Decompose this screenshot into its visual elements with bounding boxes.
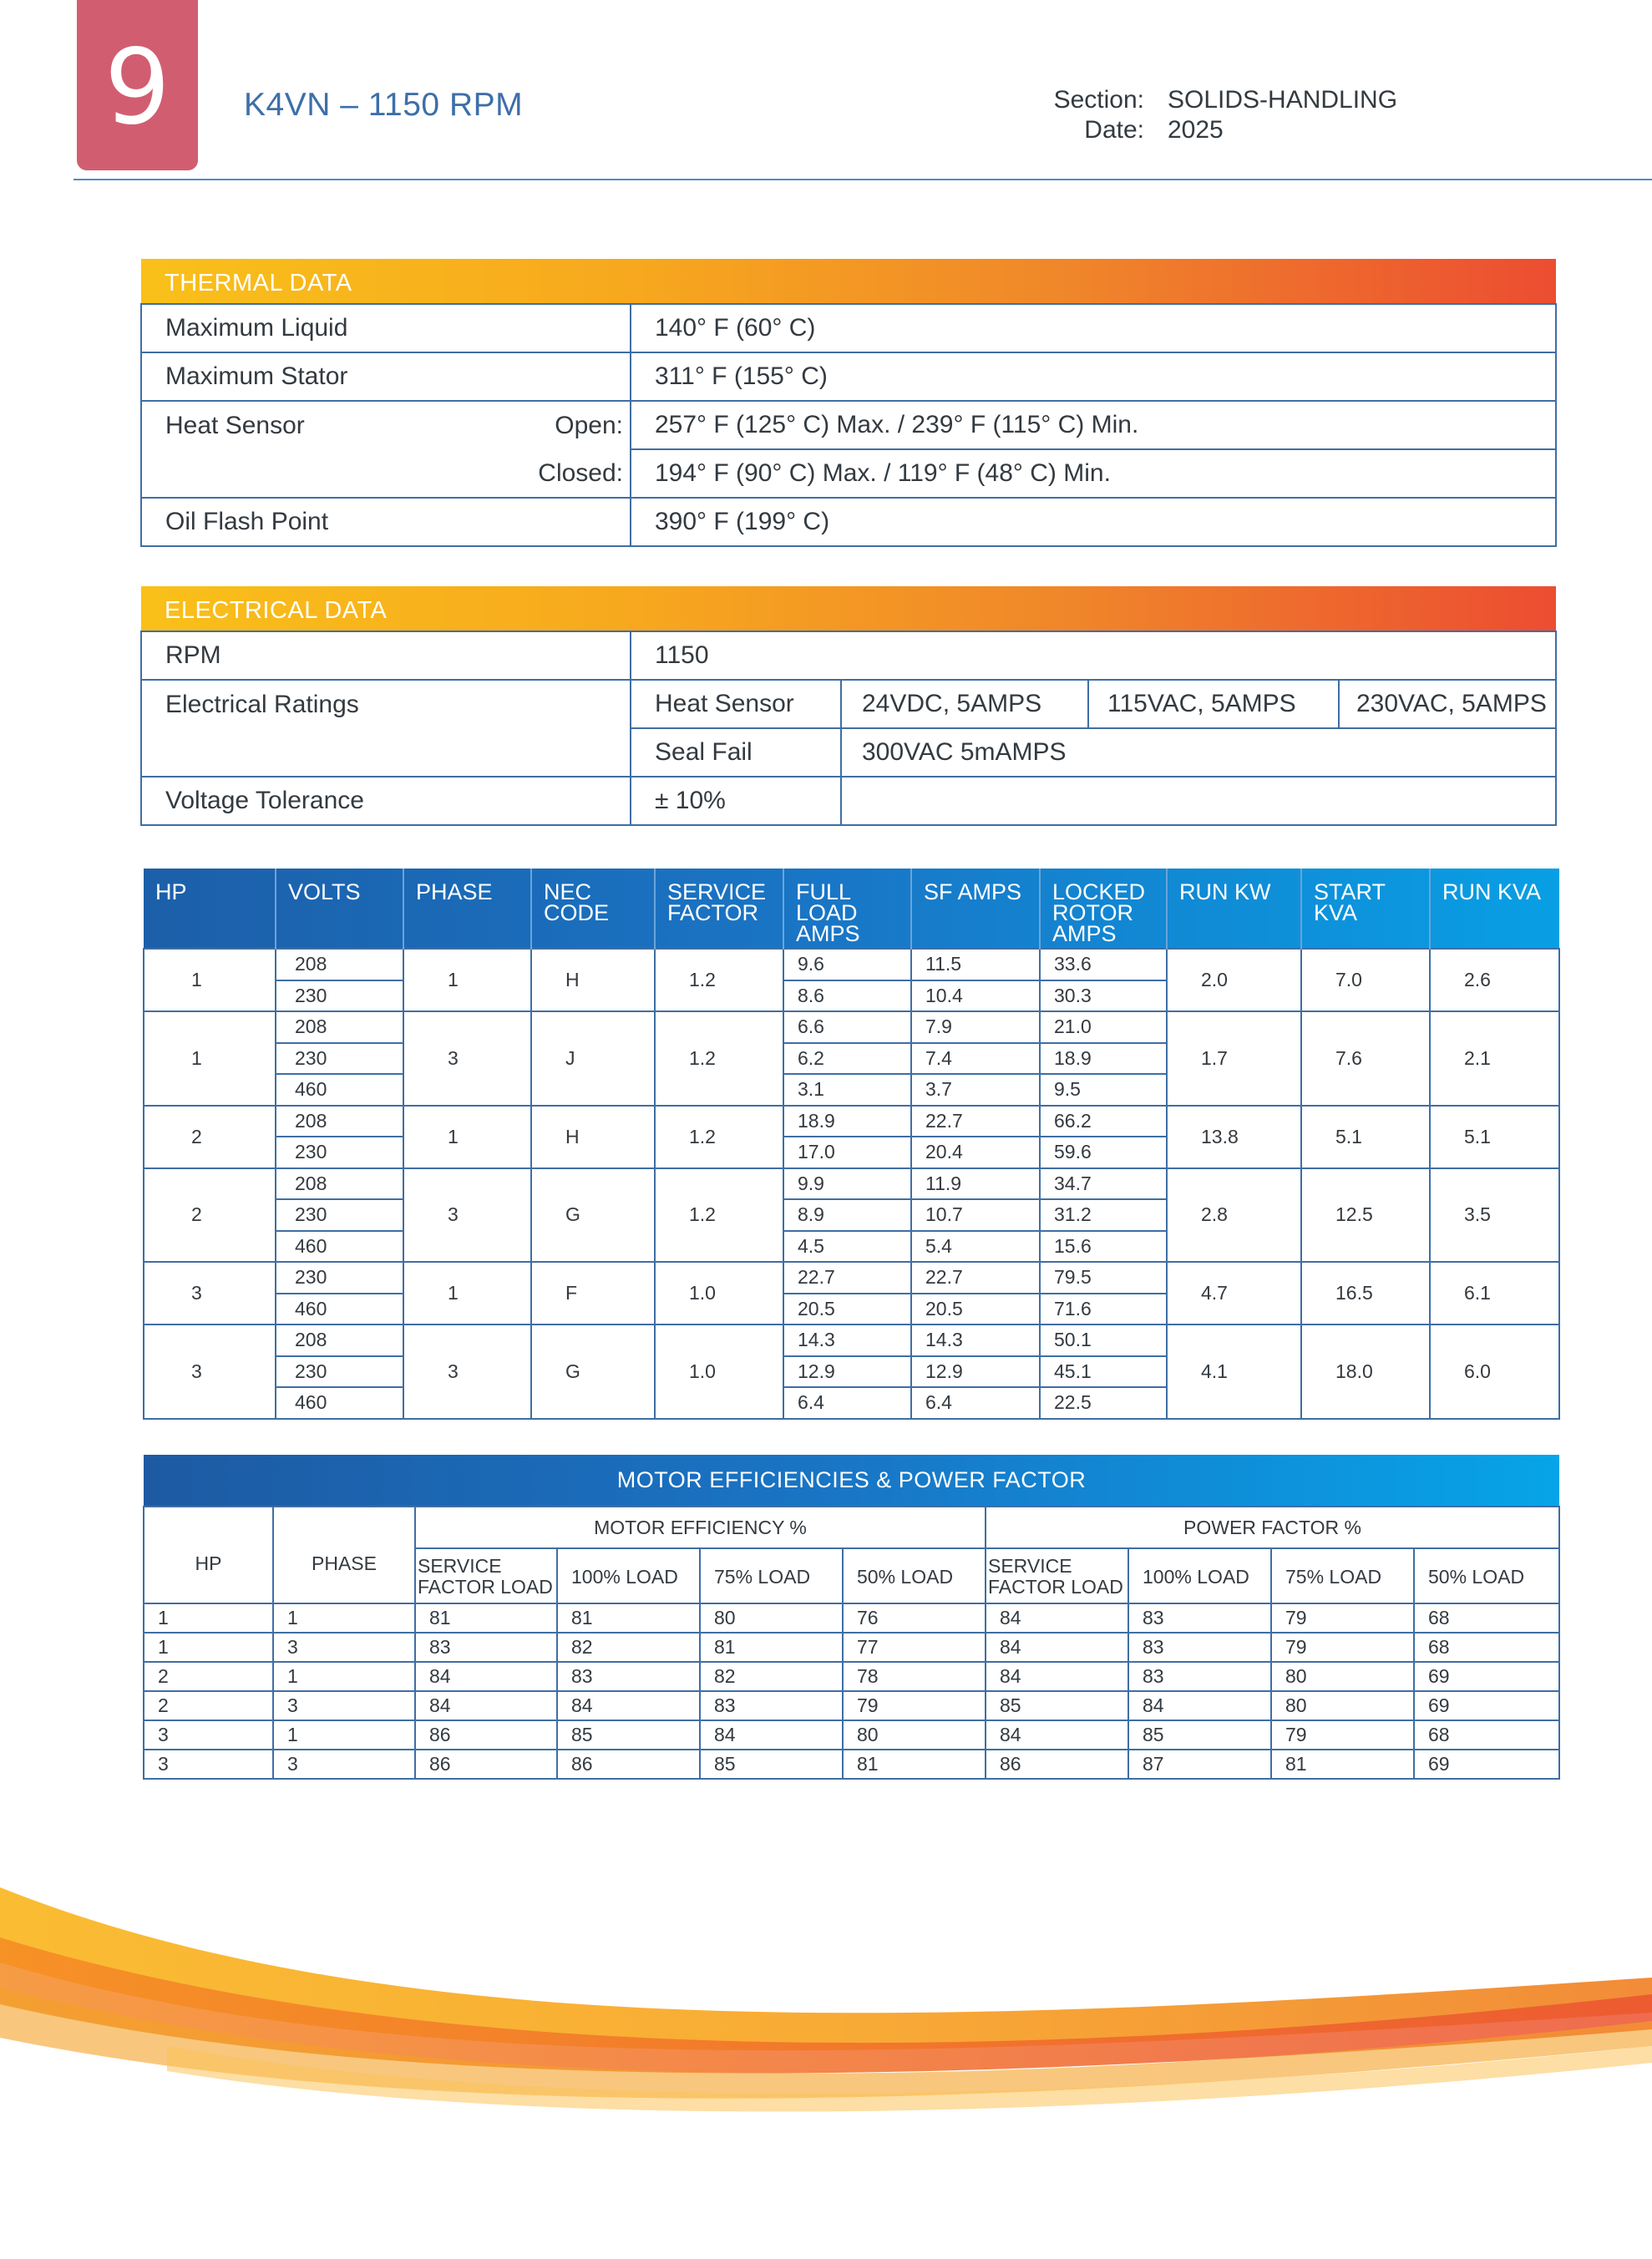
phase-cell: 3: [403, 1325, 531, 1419]
full-load-amps-cell: 14.3: [783, 1325, 911, 1356]
locked-rotor-amps-cell: 33.6: [1040, 949, 1167, 980]
start-kva-cell: 7.6: [1301, 1011, 1430, 1106]
volts-cell: 460: [276, 1074, 403, 1106]
rpm-label: RPM: [141, 631, 631, 680]
power-factor-value-cell: 84: [986, 1633, 1128, 1662]
locked-rotor-amps-cell: 59.6: [1040, 1137, 1167, 1168]
power-factor-value-cell: 68: [1414, 1720, 1559, 1750]
locked-rotor-amps-cell: 50.1: [1040, 1325, 1167, 1356]
full-load-amps-cell: 6.6: [783, 1011, 911, 1043]
eff-phase-cell: 3: [273, 1691, 415, 1720]
open-label: Open:: [555, 411, 623, 439]
efficiency-value-cell: 83: [557, 1662, 700, 1691]
volts-cell: 230: [276, 1199, 403, 1231]
efficiency-subheader: 50% LOAD: [843, 1548, 986, 1603]
run-kva-cell: 6.1: [1430, 1262, 1559, 1325]
rating-body: [144, 949, 1559, 1419]
max-liquid-label: Maximum Liquid: [141, 304, 631, 352]
volts-cell: 208: [276, 1325, 403, 1356]
volts-cell: 208: [276, 1106, 403, 1137]
volts-cell: 460: [276, 1231, 403, 1263]
efficiency-value-cell: 84: [700, 1720, 843, 1750]
efficiency-row: [144, 1603, 1559, 1633]
efficiency-value-cell: 82: [557, 1633, 700, 1662]
page-title: K4VN – 1150 RPM: [244, 87, 524, 123]
full-load-amps-cell: 20.5: [783, 1294, 911, 1325]
service-factor-cell: 1.0: [655, 1262, 783, 1325]
power-factor-value-cell: 69: [1414, 1662, 1559, 1691]
nec-code-cell: H: [531, 1106, 655, 1168]
decorative-swoosh: [0, 2255, 1652, 2259]
rating-header-run-kva: RUN KVA: [1430, 869, 1559, 949]
efficiency-row: [144, 1720, 1559, 1750]
sf-amps-cell: 7.4: [911, 1043, 1040, 1075]
full-load-amps-cell: 8.6: [783, 980, 911, 1012]
efficiency-value-cell: 85: [557, 1720, 700, 1750]
date-label: Date:: [1084, 116, 1144, 144]
efficiency-value-cell: 84: [415, 1691, 557, 1720]
full-load-amps-cell: 17.0: [783, 1137, 911, 1168]
run-kw-cell: 4.1: [1167, 1325, 1301, 1419]
power-factor-value-cell: 84: [986, 1720, 1128, 1750]
efficiency-value-cell: 84: [415, 1662, 557, 1691]
locked-rotor-amps-cell: 79.5: [1040, 1262, 1167, 1294]
hp-cell: 3: [144, 1325, 276, 1419]
sf-amps-cell: 3.7: [911, 1074, 1040, 1106]
power-factor-value-cell: 68: [1414, 1633, 1559, 1662]
sf-amps-cell: 6.4: [911, 1387, 1040, 1419]
run-kva-cell: 6.0: [1430, 1325, 1559, 1419]
run-kw-cell: 2.0: [1167, 949, 1301, 1011]
volts-cell: 208: [276, 949, 403, 980]
power-factor-subheader: 75% LOAD: [1271, 1548, 1414, 1603]
service-factor-cell: 1.2: [655, 949, 783, 1011]
run-kw-cell: 2.8: [1167, 1168, 1301, 1263]
rating-header-service-factor: SERVICE FACTOR: [655, 869, 783, 949]
oil-flash-value: 390° F (199° C): [631, 498, 1556, 546]
efficiency-value-cell: 86: [415, 1720, 557, 1750]
max-stator-value: 311° F (155° C): [631, 352, 1556, 401]
locked-rotor-amps-cell: 22.5: [1040, 1387, 1167, 1419]
phase-cell: 1: [403, 1106, 531, 1168]
locked-rotor-amps-cell: 21.0: [1040, 1011, 1167, 1043]
power-factor-value-cell: 79: [1271, 1720, 1414, 1750]
volts-cell: 208: [276, 1011, 403, 1043]
efficiency-value-cell: 84: [557, 1691, 700, 1720]
power-factor-group-header: POWER FACTOR %: [986, 1507, 1559, 1548]
eff-phase-cell: 1: [273, 1720, 415, 1750]
power-factor-value-cell: 85: [986, 1691, 1128, 1720]
volts-cell: 230: [276, 1043, 403, 1075]
rating-header-nec-code: NEC CODE: [531, 869, 655, 949]
voltage-tolerance-label: Voltage Tolerance: [141, 777, 631, 825]
service-factor-cell: 1.2: [655, 1168, 783, 1263]
sf-amps-cell: 11.5: [911, 949, 1040, 980]
heat-sensor-rating-115vac: 115VAC, 5AMPS: [1088, 680, 1339, 728]
power-factor-value-cell: 84: [986, 1662, 1128, 1691]
header-rule: [73, 179, 1652, 180]
start-kva-cell: 12.5: [1301, 1168, 1430, 1263]
power-factor-subheader: 100% LOAD: [1128, 1548, 1271, 1603]
efficiency-header: MOTOR EFFICIENCIES & POWER FACTOR: [144, 1455, 1559, 1507]
hp-cell: 1: [144, 1011, 276, 1106]
efficiency-row: [144, 1691, 1559, 1720]
efficiency-value-cell: 86: [557, 1750, 700, 1779]
power-factor-value-cell: 81: [1271, 1750, 1414, 1779]
power-factor-value-cell: 87: [1128, 1750, 1271, 1779]
efficiency-value-cell: 79: [843, 1691, 986, 1720]
efficiency-value-cell: 76: [843, 1603, 986, 1633]
sf-amps-cell: 22.7: [911, 1262, 1040, 1294]
phase-cell: 3: [403, 1168, 531, 1263]
voltage-tolerance-empty: [841, 777, 1556, 825]
sf-amps-cell: 7.9: [911, 1011, 1040, 1043]
full-load-amps-cell: 3.1: [783, 1074, 911, 1106]
rating-header-hp: HP: [144, 869, 276, 949]
motor-rating-table: [143, 869, 1560, 1420]
power-factor-value-cell: 86: [986, 1750, 1128, 1779]
efficiency-value-cell: 81: [700, 1633, 843, 1662]
start-kva-cell: 16.5: [1301, 1262, 1430, 1325]
sf-amps-cell: 14.3: [911, 1325, 1040, 1356]
efficiency-value-cell: 86: [415, 1750, 557, 1779]
heat-sensor-rating-230vac: 230VAC, 5AMPS: [1339, 680, 1556, 728]
run-kw-cell: 13.8: [1167, 1106, 1301, 1168]
volts-cell: 208: [276, 1168, 403, 1200]
start-kva-cell: 5.1: [1301, 1106, 1430, 1168]
rating-row: [144, 1106, 1559, 1137]
sf-amps-cell: 11.9: [911, 1168, 1040, 1200]
eff-phase-cell: 3: [273, 1750, 415, 1779]
motor-efficiency-group-header: MOTOR EFFICIENCY %: [415, 1507, 986, 1548]
eff-phase-cell: 1: [273, 1662, 415, 1691]
page-number: 9: [104, 28, 170, 148]
bottom-swoosh: [0, 1770, 1652, 2138]
hp-cell: 2: [144, 1168, 276, 1263]
power-factor-value-cell: 69: [1414, 1750, 1559, 1779]
volts-cell: 230: [276, 1137, 403, 1168]
service-factor-cell: 1.0: [655, 1325, 783, 1419]
efficiency-row: [144, 1633, 1559, 1662]
full-load-amps-cell: 6.2: [783, 1043, 911, 1075]
electrical-data-table: [140, 586, 1557, 826]
eff-hp-cell: 3: [144, 1720, 273, 1750]
power-factor-subheader: SERVICE FACTOR LOAD: [986, 1548, 1128, 1603]
volts-cell: 230: [276, 1262, 403, 1294]
volts-cell: 460: [276, 1294, 403, 1325]
run-kva-cell: 2.1: [1430, 1011, 1559, 1106]
efficiency-value-cell: 81: [415, 1603, 557, 1633]
volts-cell: 460: [276, 1387, 403, 1419]
section-value: SOLIDS-HANDLING: [1168, 86, 1398, 114]
efficiency-body: [144, 1455, 1559, 1779]
efficiency-value-cell: 85: [700, 1750, 843, 1779]
nec-code-cell: G: [531, 1168, 655, 1263]
date-value: 2025: [1168, 116, 1224, 144]
seal-fail-label: Seal Fail: [631, 728, 841, 777]
eff-hp-cell: 2: [144, 1691, 273, 1720]
rating-row: [144, 949, 1559, 980]
rating-row: [144, 1325, 1559, 1356]
locked-rotor-amps-cell: 45.1: [1040, 1356, 1167, 1388]
power-factor-value-cell: 79: [1271, 1603, 1414, 1633]
full-load-amps-cell: 22.7: [783, 1262, 911, 1294]
power-factor-value-cell: 83: [1128, 1603, 1271, 1633]
sf-amps-cell: 10.4: [911, 980, 1040, 1012]
phase-cell: 1: [403, 1262, 531, 1325]
nec-code-cell: F: [531, 1262, 655, 1325]
rating-header-phase: PHASE: [403, 869, 531, 949]
efficiency-value-cell: 82: [700, 1662, 843, 1691]
sf-amps-cell: 20.5: [911, 1294, 1040, 1325]
rating-header-sf-amps: SF AMPS: [911, 869, 1040, 949]
closed-value: 194° F (90° C) Max. / 119° F (48° C) Min.: [631, 449, 1556, 498]
locked-rotor-amps-cell: 34.7: [1040, 1168, 1167, 1200]
locked-rotor-amps-cell: 18.9: [1040, 1043, 1167, 1075]
nec-code-cell: J: [531, 1011, 655, 1106]
locked-rotor-amps-cell: 9.5: [1040, 1074, 1167, 1106]
eff-hp-header: HP: [144, 1507, 273, 1603]
power-factor-value-cell: 83: [1128, 1662, 1271, 1691]
efficiency-subheader: 75% LOAD: [700, 1548, 843, 1603]
electrical-ratings-label: Electrical Ratings: [141, 680, 631, 777]
rating-row: [144, 1011, 1559, 1043]
efficiency-value-cell: 80: [843, 1720, 986, 1750]
electrical-data-header: ELECTRICAL DATA: [141, 586, 1556, 631]
full-load-amps-cell: 8.9: [783, 1199, 911, 1231]
efficiency-value-cell: 77: [843, 1633, 986, 1662]
locked-rotor-amps-cell: 30.3: [1040, 980, 1167, 1012]
meta-labels: [960, 85, 1144, 145]
start-kva-cell: 18.0: [1301, 1325, 1430, 1419]
closed-label: Closed:: [141, 449, 631, 498]
efficiency-value-cell: 80: [700, 1603, 843, 1633]
eff-phase-cell: 3: [273, 1633, 415, 1662]
rating-header-volts: VOLTS: [276, 869, 403, 949]
max-stator-label: Maximum Stator: [141, 352, 631, 401]
efficiency-value-cell: 78: [843, 1662, 986, 1691]
eff-phase-cell: 1: [273, 1603, 415, 1633]
full-load-amps-cell: 12.9: [783, 1356, 911, 1388]
efficiency-value-cell: 81: [557, 1603, 700, 1633]
phase-cell: 3: [403, 1011, 531, 1106]
locked-rotor-amps-cell: 71.6: [1040, 1294, 1167, 1325]
efficiency-subheader: 100% LOAD: [557, 1548, 700, 1603]
power-factor-value-cell: 84: [986, 1603, 1128, 1633]
meta-values: [1168, 85, 1397, 145]
efficiency-table: [143, 1455, 1560, 1780]
volts-cell: 230: [276, 1356, 403, 1388]
max-liquid-value: 140° F (60° C): [631, 304, 1556, 352]
run-kva-cell: 2.6: [1430, 949, 1559, 1011]
heat-sensor-label: Heat Sensor: [165, 411, 305, 439]
run-kw-cell: 4.7: [1167, 1262, 1301, 1325]
full-load-amps-cell: 18.9: [783, 1106, 911, 1137]
locked-rotor-amps-cell: 31.2: [1040, 1199, 1167, 1231]
sf-amps-cell: 22.7: [911, 1106, 1040, 1137]
voltage-tolerance-value: ± 10%: [631, 777, 841, 825]
run-kva-cell: 3.5: [1430, 1168, 1559, 1263]
power-factor-value-cell: 69: [1414, 1691, 1559, 1720]
locked-rotor-amps-cell: 15.6: [1040, 1231, 1167, 1263]
hp-cell: 2: [144, 1106, 276, 1168]
phase-cell: 1: [403, 949, 531, 1011]
eff-hp-cell: 1: [144, 1603, 273, 1633]
start-kva-cell: 7.0: [1301, 949, 1430, 1011]
sf-amps-cell: 5.4: [911, 1231, 1040, 1263]
page-number-tab: [77, 0, 198, 170]
thermal-data-header: THERMAL DATA: [141, 259, 1556, 304]
power-factor-value-cell: 84: [1128, 1691, 1271, 1720]
sf-amps-cell: 10.7: [911, 1199, 1040, 1231]
heat-sensor-rating-label: Heat Sensor: [631, 680, 841, 728]
heat-sensor-cell: [141, 401, 631, 449]
run-kw-cell: 1.7: [1167, 1011, 1301, 1106]
service-factor-cell: 1.2: [655, 1106, 783, 1168]
full-load-amps-cell: 9.9: [783, 1168, 911, 1200]
nec-code-cell: H: [531, 949, 655, 1011]
volts-cell: 230: [276, 980, 403, 1012]
section-label: Section:: [1053, 86, 1144, 114]
power-factor-value-cell: 85: [1128, 1720, 1271, 1750]
hp-cell: 1: [144, 949, 276, 1011]
eff-hp-cell: 2: [144, 1662, 273, 1691]
sf-amps-cell: 12.9: [911, 1356, 1040, 1388]
oil-flash-label: Oil Flash Point: [141, 498, 631, 546]
power-factor-value-cell: 80: [1271, 1662, 1414, 1691]
power-factor-value-cell: 80: [1271, 1691, 1414, 1720]
rating-row: [144, 1168, 1559, 1200]
efficiency-subheader: SERVICE FACTOR LOAD: [415, 1548, 557, 1603]
efficiency-value-cell: 81: [843, 1750, 986, 1779]
power-factor-value-cell: 79: [1271, 1633, 1414, 1662]
nec-code-cell: G: [531, 1325, 655, 1419]
service-factor-cell: 1.2: [655, 1011, 783, 1106]
full-load-amps-cell: 4.5: [783, 1231, 911, 1263]
rating-header-row: [144, 869, 1559, 949]
sf-amps-cell: 20.4: [911, 1137, 1040, 1168]
eff-hp-cell: 1: [144, 1633, 273, 1662]
efficiency-value-cell: 83: [700, 1691, 843, 1720]
eff-phase-header: PHASE: [273, 1507, 415, 1603]
rating-header-start-kva: START KVA: [1301, 869, 1430, 949]
open-value: 257° F (125° C) Max. / 239° F (115° C) Min.: [631, 401, 1556, 449]
run-kva-cell: 5.1: [1430, 1106, 1559, 1168]
rating-header-full-load-amps: FULL LOAD AMPS: [783, 869, 911, 949]
efficiency-row: [144, 1662, 1559, 1691]
heat-sensor-rating-24vdc: 24VDC, 5AMPS: [841, 680, 1088, 728]
rpm-value: 1150: [631, 631, 1556, 680]
full-load-amps-cell: 9.6: [783, 949, 911, 980]
eff-hp-cell: 3: [144, 1750, 273, 1779]
rating-header-run-kw: RUN KW: [1167, 869, 1301, 949]
power-factor-value-cell: 83: [1128, 1633, 1271, 1662]
locked-rotor-amps-cell: 66.2: [1040, 1106, 1167, 1137]
power-factor-value-cell: 68: [1414, 1603, 1559, 1633]
hp-cell: 3: [144, 1262, 276, 1325]
rating-row: [144, 1262, 1559, 1294]
power-factor-subheader: 50% LOAD: [1414, 1548, 1559, 1603]
full-load-amps-cell: 6.4: [783, 1387, 911, 1419]
efficiency-value-cell: 83: [415, 1633, 557, 1662]
thermal-data-table: [140, 259, 1557, 547]
rating-header-locked-rotor-amps: LOCKED ROTOR AMPS: [1040, 869, 1167, 949]
seal-fail-value: 300VAC 5mAMPS: [841, 728, 1556, 777]
